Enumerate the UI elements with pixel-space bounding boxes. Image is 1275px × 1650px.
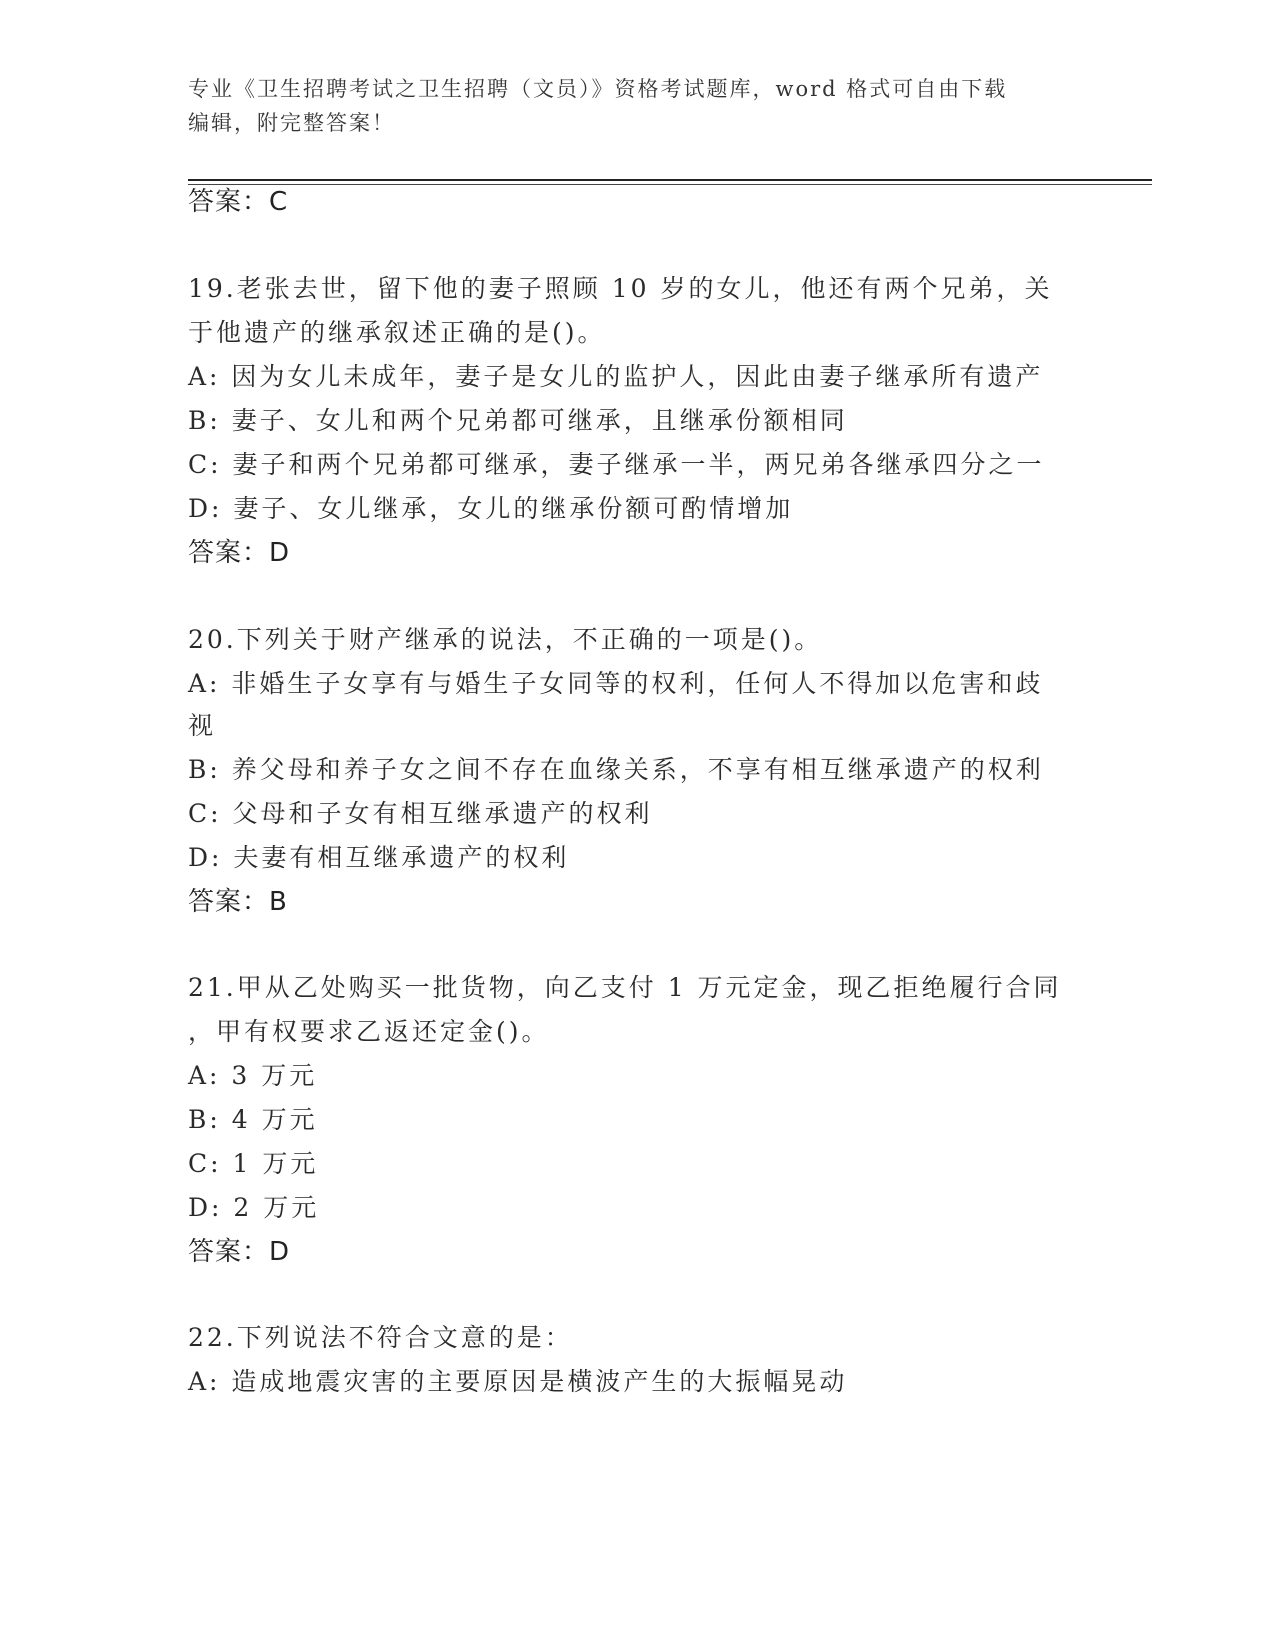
- question-21-option-c: C: 1 万元: [188, 1149, 319, 1178]
- question-21-option-a: A: 3 万元: [188, 1061, 318, 1090]
- question-22-option-a: A: 造成地震灾害的主要原因是横波产生的大振幅晃动: [188, 1367, 848, 1396]
- question-22-stem-line-1: 22.下列说法不符合文意的是：: [188, 1323, 573, 1352]
- previous-answer: 答案：C: [188, 187, 289, 217]
- question-19-option-d: D: 妻子、女儿继承，女儿的继承份额可酌情增加: [188, 494, 794, 523]
- question-21-answer: 答案：D: [188, 1237, 291, 1267]
- question-20-stem-line-1: 20.下列关于财产继承的说法，不正确的一项是()。: [188, 625, 823, 654]
- question-21-option-b: B: 4 万元: [188, 1105, 318, 1134]
- question-20-option-c: C: 父母和子女有相互继承遗产的权利: [188, 799, 653, 828]
- header-divider-thick: [188, 179, 1152, 181]
- question-20-option-a: A: 非婚生子女享有与婚生子女同等的权利，任何人不得加以危害和歧: [188, 669, 1044, 698]
- question-21-option-d: D: 2 万元: [188, 1193, 320, 1222]
- document-header: [188, 72, 1088, 140]
- question-19-option-b: B: 妻子、女儿和两个兄弟都可继承，且继承份额相同: [188, 406, 848, 435]
- question-20-option-b: B: 养父母和养子女之间不存在血缘关系，不享有相互继承遗产的权利: [188, 755, 1044, 784]
- question-19-answer: 答案：D: [188, 538, 291, 568]
- header-line-1: 专业《卫生招聘考试之卫生招聘（文员）》资格考试题库，word 格式可自由下载: [188, 77, 1008, 101]
- question-19-option-c: C: 妻子和两个兄弟都可继承，妻子继承一半，两兄弟各继承四分之一: [188, 450, 1045, 479]
- question-19-stem-line-1: 19.老张去世，留下他的妻子照顾 10 岁的女儿，他还有两个兄弟，关: [188, 274, 1053, 303]
- question-20-option-a-cont: 视: [188, 711, 217, 740]
- question-19-option-a: A: 因为女儿未成年，妻子是女儿的监护人，因此由妻子继承所有遗产: [188, 362, 1044, 391]
- header-divider-thin: [188, 184, 1152, 185]
- header-line-2: 编辑，附完整答案！: [188, 111, 395, 135]
- question-20-option-d: D: 夫妻有相互继承遗产的权利: [188, 843, 570, 872]
- question-20-answer: 答案：B: [188, 887, 288, 917]
- question-21-stem-line-2: ，甲有权要求乙返还定金()。: [188, 1017, 550, 1046]
- question-19-stem-line-2: 于他遗产的继承叙述正确的是()。: [188, 318, 606, 347]
- question-21-stem-line-1: 21.甲从乙处购买一批货物，向乙支付 1 万元定金，现乙拒绝履行合同: [188, 973, 1062, 1002]
